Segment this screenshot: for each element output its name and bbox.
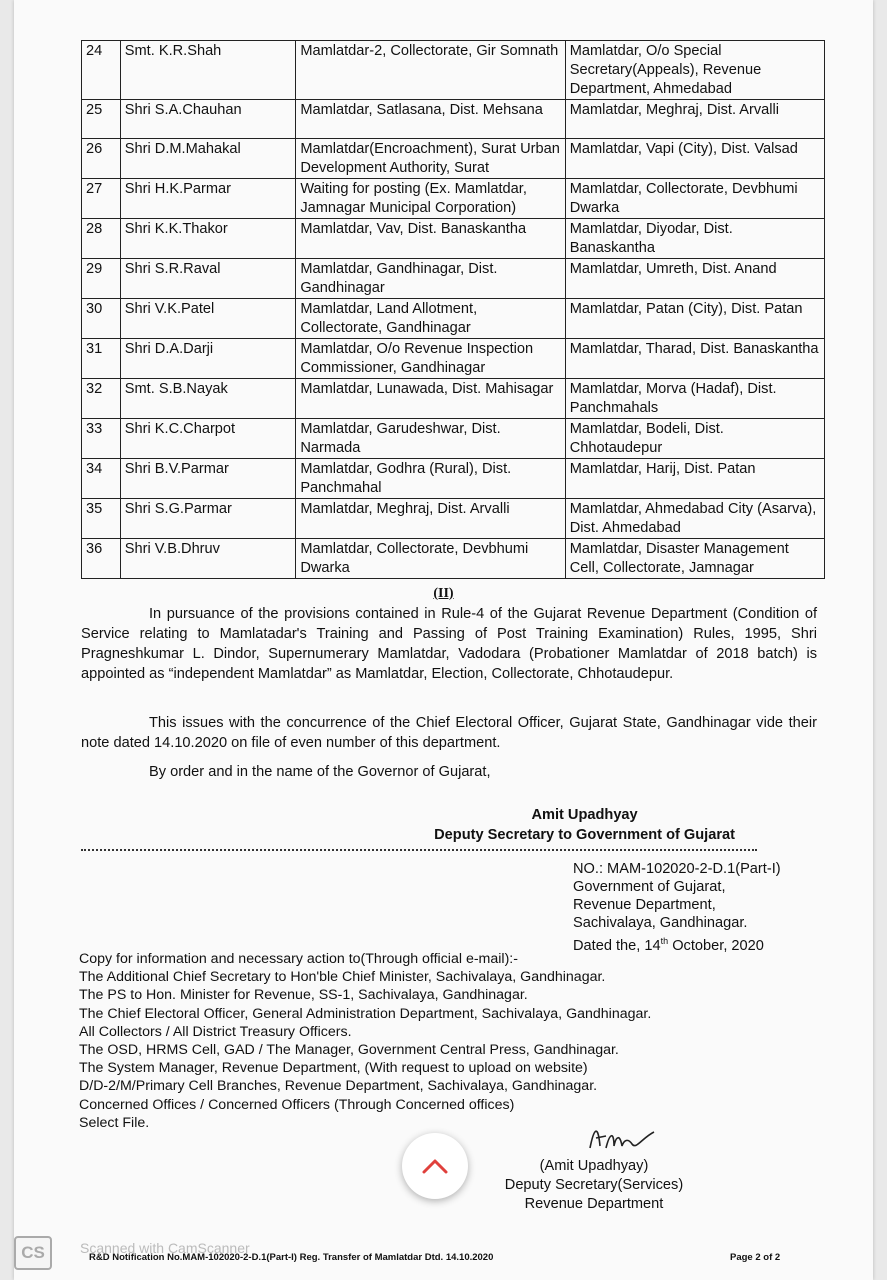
reference-line: Revenue Department, [573,897,716,913]
copy-recipient: The Chief Electoral Officer, General Administration Department, Sachivalaya, Gandhinagar. [79,1005,652,1022]
serial-number-cell: 24 [82,41,121,100]
officer-name-cell: Shri V.K.Patel [120,299,296,339]
officer-name-cell: Shri H.K.Parmar [120,179,296,219]
posting-from-cell: Mamlatdar, O/o Revenue Inspection Commissioner, Gandhinagar [296,339,565,379]
posting-to-cell: Mamlatdar, Harij, Dist. Patan [565,459,824,499]
posting-from-cell: Mamlatdar(Encroachment), Surat Urban Development Authority, Surat [296,139,565,179]
posting-to-cell: Mamlatdar, Ahmedabad City (Asarva), Dist. Ahmedabad [565,499,824,539]
posting-to-cell: Mamlatdar, Patan (City), Dist. Patan [565,299,824,339]
serial-number-cell: 26 [82,139,121,179]
signature-block-bottom [499,1157,689,1214]
table-row [82,139,825,179]
posting-to-cell: Mamlatdar, O/o Special Secretary(Appeals), Revenue Department, Ahmedabad [565,41,824,100]
posting-from-cell: Mamlatdar, Meghraj, Dist. Arvalli [296,499,565,539]
copy-heading: Copy for information and necessary action to(Through official e-mail):- [79,951,518,967]
reference-line: Government of Gujarat, [573,879,726,895]
posting-from-cell: Waiting for posting (Ex. Mamlatdar, Jamnagar Municipal Corporation) [296,179,565,219]
copy-recipient: The PS to Hon. Minister for Revenue, SS-1, Sachivalaya, Gandhinagar. [79,987,528,1004]
posting-to-cell: Mamlatdar, Disaster Management Cell, Collectorate, Jamnagar [565,539,824,579]
table-row [82,299,825,339]
posting-from-cell: Mamlatdar, Collectorate, Devbhumi Dwarka [296,539,565,579]
signatory-title: Deputy Secretary(Services) [504,1177,684,1193]
officer-name-cell: Shri D.M.Mahakal [120,139,296,179]
signatory-name: Amit Upadhyay [531,807,638,823]
reference-line: Sachivalaya, Gandhinagar. [573,915,748,931]
posting-to-cell: Mamlatdar, Tharad, Dist. Banaskantha [565,339,824,379]
posting-to-cell: Mamlatdar, Diyodar, Dist. Banaskantha [565,219,824,259]
serial-number-cell: 32 [82,379,121,419]
table-row [82,179,825,219]
camscanner-logo-icon: CS [14,1236,52,1270]
copy-recipient: The Additional Chief Secretary to Hon'ble Chief Minister, Sachivalaya, Gandhinagar. [79,969,606,986]
table-row [82,379,825,419]
handwritten-signature [584,1118,664,1158]
page-number: Page 2 of 2 [730,1252,781,1263]
copy-recipient: The OSD, HRMS Cell, GAD / The Manager, Government Central Press, Gandhinagar. [79,1042,619,1059]
section-heading: (II) [433,586,454,601]
posting-from-cell: Mamlatdar, Garudeshwar, Dist. Narmada [296,419,565,459]
copy-to-list [79,950,651,1132]
footer-reference: R&D Notification No.MAM-102020-2-D.1(Part-I) Reg. Transfer of Mamlatdar Dtd. 14.10.2020 [89,1252,494,1263]
posting-from-cell: Mamlatdar, Lunawada, Dist. Mahisagar [296,379,565,419]
table-row [82,419,825,459]
posting-from-cell: Mamlatdar, Vav, Dist. Banaskantha [296,219,565,259]
dotted-divider [81,849,757,851]
posting-from-cell: Mamlatdar, Satlasana, Dist. Mehsana [296,100,565,139]
copy-recipient: D/D-2/M/Primary Cell Branches, Revenue Department, Sachivalaya, Gandhinagar. [79,1078,598,1095]
table-row [82,339,825,379]
table-row [82,259,825,299]
posting-to-cell: Mamlatdar, Vapi (City), Dist. Valsad [565,139,824,179]
officer-name-cell: Smt. K.R.Shah [120,41,296,100]
serial-number-cell: 30 [82,299,121,339]
reference-date: Dated the, 14th October, 2020 [573,936,764,954]
serial-number-cell: 28 [82,219,121,259]
copy-recipient: The System Manager, Revenue Department, (With request to upload on website) [79,1060,588,1077]
serial-number-cell: 34 [82,459,121,499]
serial-number-cell: 36 [82,539,121,579]
posting-to-cell: Mamlatdar, Meghraj, Dist. Arvalli [565,100,824,139]
serial-number-cell: 31 [82,339,121,379]
serial-number-cell: 33 [82,419,121,459]
copy-recipient: All Collectors / All District Treasury Officers. [79,1023,352,1040]
serial-number-cell: 35 [82,499,121,539]
posting-from-cell: Mamlatdar, Land Allotment, Collectorate, Gandhinagar [296,299,565,339]
posting-to-cell: Mamlatdar, Collectorate, Devbhumi Dwarka [565,179,824,219]
table-row [82,41,825,100]
scroll-up-button[interactable] [402,1133,468,1199]
officer-name-cell: Smt. S.B.Nayak [120,379,296,419]
copy-recipient: Select File. [79,1114,150,1131]
transfer-table [81,40,825,579]
signature-block-top [434,805,735,845]
posting-to-cell: Mamlatdar, Umreth, Dist. Anand [565,259,824,299]
officer-name-cell: Shri B.V.Parmar [120,459,296,499]
serial-number-cell: 29 [82,259,121,299]
table-row [82,539,825,579]
officer-name-cell: Shri S.A.Chauhan [120,100,296,139]
table-row [82,100,825,139]
posting-to-cell: Mamlatdar, Morva (Hadaf), Dist. Panchmahals [565,379,824,419]
officer-name-cell: Shri D.A.Darji [120,339,296,379]
serial-number-cell: 27 [82,179,121,219]
reference-block [573,860,781,955]
officer-name-cell: Shri S.G.Parmar [120,499,296,539]
table-row [82,499,825,539]
posting-from-cell: Mamlatdar, Gandhinagar, Dist. Gandhinagar [296,259,565,299]
paragraph-appointment: In pursuance of the provisions contained in Rule-4 of the Gujarat Revenue Department (Condition of Service relating to Mamlatadar's Training and Passing of Post Training Examination) Rules, 1995, Shri Pragneshkumar L. Dindor, Supernumerary Mamlatdar, Vadodara (Probationer Mamlatdar of 2018 batch) is appointed as “independent Mamlatdar” as Mamlatdar, Election, Collectorate, Chhotaudepur. [81,606,817,682]
copy-recipient: Concerned Offices / Concerned Officers (Through Concerned offices) [79,1096,515,1113]
table-row [82,219,825,259]
officer-name-cell: Shri K.C.Charpot [120,419,296,459]
posting-to-cell: Mamlatdar, Bodeli, Dist. Chhotaudepur [565,419,824,459]
officer-name-cell: Shri V.B.Dhruv [120,539,296,579]
posting-from-cell: Mamlatdar-2, Collectorate, Gir Somnath [296,41,565,100]
officer-name-cell: Shri S.R.Raval [120,259,296,299]
serial-number-cell: 25 [82,100,121,139]
scanner-watermark: Scanned with CamScanner [80,1240,250,1256]
signatory-name: (Amit Upadhyay) [539,1158,649,1174]
posting-from-cell: Mamlatdar, Godhra (Rural), Dist. Panchmahal [296,459,565,499]
reference-number: NO.: MAM-102020-2-D.1(Part-I) [573,861,781,877]
chevron-up-icon [421,1157,449,1175]
officer-name-cell: Shri K.K.Thakor [120,219,296,259]
signatory-department: Revenue Department [524,1196,664,1212]
signatory-title: Deputy Secretary to Government of Gujarat [434,827,735,843]
table-row [82,459,825,499]
paragraph-order: By order and in the name of the Governor of Gujarat, [149,764,491,780]
paragraph-concurrence: This issues with the concurrence of the Chief Electoral Officer, Gujarat State, Gandhinagar vide their note dated 14.10.2020 on file of even number of this department. [81,715,817,751]
